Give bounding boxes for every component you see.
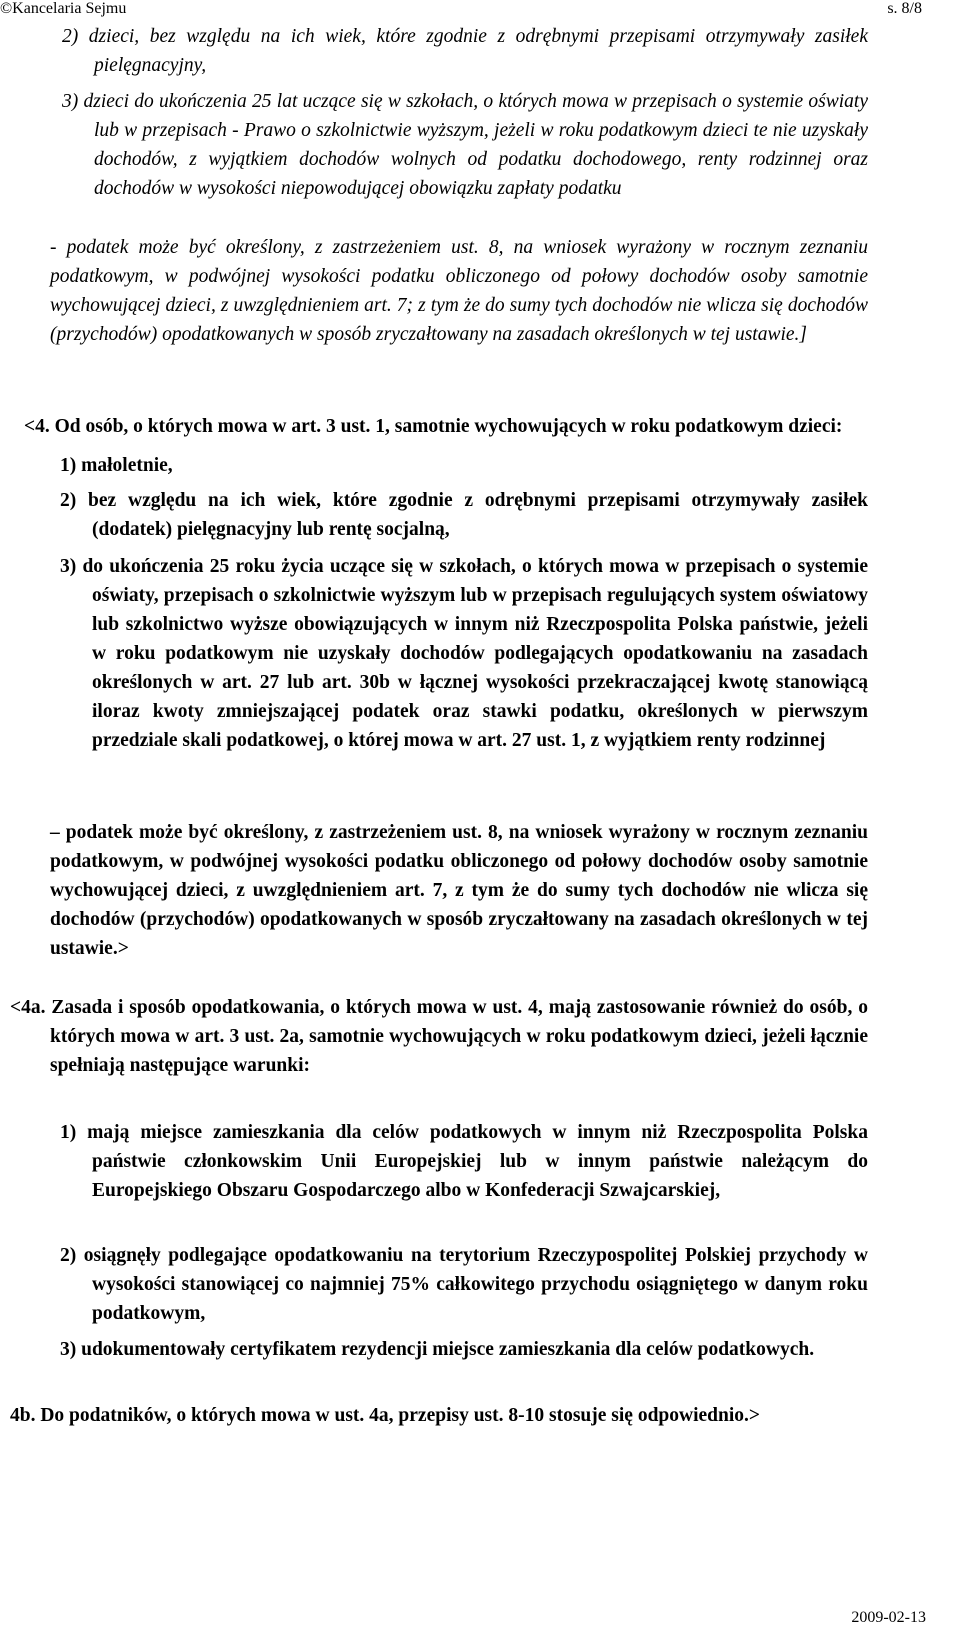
para4a-item-2: 2) osiągnęły podlegające opodatkowaniu na terytorium Rzeczypospolitej Polskiej przychody w wysokości stanowiącej co najmniej 75% całkowitego przychodu osiągniętego w danym roku podatkowym, xyxy=(60,1245,868,1324)
header-page-number: s. 8/8 xyxy=(887,0,922,17)
footer-date: 2009-02-13 xyxy=(851,1609,926,1626)
para4a-item-3: 3) udokumentowały certyfikatem rezydencji miejsce zamieszkania dla celów podatkowych. xyxy=(60,1339,815,1360)
para4-item-3: 3) do ukończenia 25 roku życia uczące się w szkołach, o których mowa w przepisach o systemie oświaty, przepisach o szkolnictwie wyższym lub w przepisach regulujących system oświatowy lub szkolnictwo wyższe obowiązujących w innym niż Rzeczpospolita Polska państwie, jeżeli w roku podatkowym nie uzyskały dochodów podlegających opodatkowaniu na zasadach określonych w art. 27 lub art. 30b w łącznej wysokości przekraczającej kwotę stanowiącą iloraz kwoty zmniejszającej podatek oraz stawki podatku, określonych w pierwszym przedziale skali podatkowej, o której mowa w art. 27 ust. 1, z wyjątkiem renty rodzinnej xyxy=(60,556,868,751)
header-source: ©Kancelaria Sejmu xyxy=(0,0,127,17)
old-item-3: 3) dzieci do ukończenia 25 lat uczące się w szkołach, o których mowa w przepisach o systemie oświaty lub w przepisach - Prawo o szkolnictwie wyższym, jeżeli w roku podatkowym dzieci te nie uzyskały dochodów, z wyjątkiem dochodów wolnych od podatku dochodowego, renty rodzinnej oraz dochodów w wysokości niepowodującej obowiązku zapłaty podatku xyxy=(62,91,868,199)
para4a-item-1: 1) mają miejsce zamieszkania dla celów podatkowych w innym niż Rzeczpospolita Polska państwie członkowskim Unii Europejskiej lub w innym państwie należącym do Europejskiego Obszaru Gospodarczego albo w Konfederacji Szwajcarskiej, xyxy=(60,1122,868,1201)
para4b-text: 4b. Do podatników, o których mowa w ust. 4a, przepisy ust. 8-10 stosuje się odpowiednio.> xyxy=(10,1405,761,1426)
para4-item-1: 1) małoletnie, xyxy=(60,455,173,476)
old-closing-clause: - podatek może być określony, z zastrzeżeniem ust. 8, na wniosek wyrażony w rocznym zeznaniu podatkowym, w podwójnej wysokości podatku obliczonego od połowy dochodów osoby samotnie wychowującej dzieci, z uwzględnieniem art. 7; z tym że do sumy tych dochodów nie wlicza się dochodów (przychodów) opodatkowanych w sposób zryczałtowany na zasadach określonych w tej ustawie.] xyxy=(50,237,868,345)
para4-intro: <4. Od osób, o których mowa w art. 3 ust. 1, samotnie wychowujących w roku podatkowym dzieci: xyxy=(24,416,843,437)
para4-item-2: 2) bez względu na ich wiek, które zgodnie z odrębnymi przepisami otrzymywały zasiłek (dodatek) pielęgnacyjny lub rentę socjalną, xyxy=(60,490,868,540)
para4-closing-clause: – podatek może być określony, z zastrzeżeniem ust. 8, na wniosek wyrażony w rocznym zeznaniu podatkowym, w podwójnej wysokości podatku obliczonego od połowy dochodów osoby samotnie wychowującej dzieci, z uwzględnieniem art. 7, z tym że do sumy tych dochodów nie wlicza się dochodów (przychodów) opodatkowanych w sposób zryczałtowany na zasadach określonych w tej ustawie.> xyxy=(50,822,868,959)
para4a-intro: <4a. Zasada i sposób opodatkowania, o których mowa w ust. 4, mają zastosowanie również do osób, o których mowa w art. 3 ust. 2a, samotnie wychowujących w roku podatkowym dzieci, jeżeli łącznie spełniają następujące warunki: xyxy=(10,997,868,1076)
old-item-2: 2) dzieci, bez względu na ich wiek, które zgodnie z odrębnymi przepisami otrzymywały zasiłek pielęgnacyjny, xyxy=(62,26,868,76)
